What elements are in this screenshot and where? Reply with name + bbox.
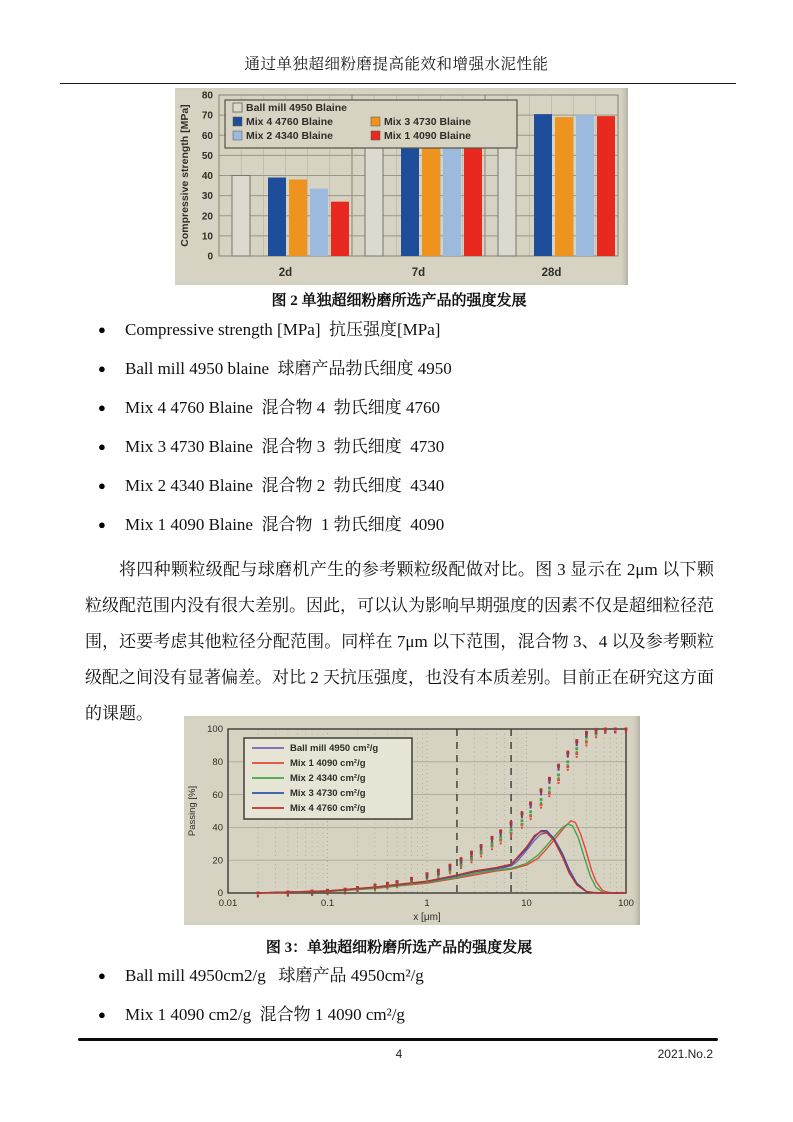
svg-text:60: 60 [212, 789, 223, 801]
figure-3-line-chart [184, 716, 640, 925]
svg-text:2d: 2d [278, 267, 293, 279]
svg-text:40: 40 [212, 822, 223, 834]
svg-text:1: 1 [424, 898, 430, 909]
svg-text:Mix 4 4760 Blaine: Mix 4 4760 Blaine [246, 116, 333, 128]
svg-text:Mix 3 4730 cm²/g: Mix 3 4730 cm²/g [290, 788, 366, 799]
figure-2-bar-chart [175, 88, 628, 285]
figure-2-caption: 图 2 单独超细粉磨所选产品的强度发展 [271, 293, 527, 309]
page-header-title: 通过单独超细粉磨提高能效和增强水泥性能 [244, 56, 549, 73]
header-rule [60, 83, 736, 84]
svg-text:30: 30 [201, 191, 213, 203]
svg-text:10: 10 [201, 231, 213, 243]
footer-issue-label: 2021.No.2 [657, 1047, 713, 1061]
body-paragraph: 将四种颗粒级配与球磨机产生的参考颗粒级配做对比。图 3 显示在 2μm 以下颗粒级配范围内没有很大差别。因此，可以认为影响早期强度的因素不仅是超细粒径范围，还要考虑其他粒径分配范围。同样在 7μm 以下范围，混合物 3、4 以及参考颗粒级配之间没有显著偏差。对比 2 天抗压强度，也没有本质差别。目前正在研究这方面的课题。 [85, 560, 714, 723]
svg-text:0: 0 [207, 251, 213, 263]
bar-chart-svg [175, 88, 628, 285]
list-item: ● Mix 1 4090 cm2/g 混合物 1 4090 cm²/g [98, 995, 698, 1034]
svg-text:Passing [%]: Passing [%] [187, 785, 198, 837]
svg-text:60: 60 [201, 130, 213, 142]
svg-text:20: 20 [212, 855, 223, 867]
footer-rule [78, 1038, 718, 1041]
svg-text:Ball mill 4950 Blaine: Ball mill 4950 Blaine [246, 102, 347, 114]
svg-text:28d: 28d [541, 267, 562, 279]
svg-text:40: 40 [201, 171, 213, 182]
svg-text:Compressive strength [MPa]: Compressive strength [MPa] [179, 104, 191, 247]
list-item: ● Mix 2 4340 Blaine 混合物 2 勃氏细度 4340 [98, 466, 698, 505]
svg-text:70: 70 [201, 110, 213, 122]
svg-text:Mix 3 4730 Blaine: Mix 3 4730 Blaine [384, 116, 471, 128]
svg-text:Mix 2 4340 Blaine: Mix 2 4340 Blaine [246, 130, 333, 142]
footer-page-number: 4 [395, 1047, 403, 1061]
svg-text:Mix 4 4760 cm²/g: Mix 4 4760 cm²/g [290, 803, 366, 814]
svg-text:Mix 2 4340 cm²/g: Mix 2 4340 cm²/g [290, 773, 366, 784]
svg-text:50: 50 [201, 150, 213, 162]
svg-text:100: 100 [618, 898, 634, 909]
svg-text:80: 80 [212, 757, 223, 768]
svg-text:7d: 7d [411, 267, 426, 279]
svg-text:Mix 1 4090 cm²/g: Mix 1 4090 cm²/g [290, 758, 366, 769]
svg-text:Mix 1 4090 Blaine: Mix 1 4090 Blaine [384, 130, 471, 142]
line-chart-svg [184, 716, 640, 925]
svg-text:Ball mill 4950 cm²/g: Ball mill 4950 cm²/g [290, 743, 379, 754]
svg-text:80: 80 [201, 90, 213, 102]
svg-text:0.1: 0.1 [320, 898, 335, 909]
svg-text:0.01: 0.01 [218, 898, 238, 909]
list-item: ● Compressive strength [MPa] 抗压强度[MPa] [98, 310, 698, 349]
svg-text:10: 10 [521, 898, 532, 909]
figure-3-caption: 图 3：单独超细粉磨所选产品的强度发展 [265, 940, 533, 956]
list-item: ● Mix 3 4730 Blaine 混合物 3 勃氏细度 4730 [98, 427, 698, 466]
list-item: ● Ball mill 4950cm2/g 球磨产品 4950cm²/g [98, 956, 698, 995]
list-item: ● Mix 4 4760 Blaine 混合物 4 勃氏细度 4760 [98, 388, 698, 427]
list-item: ● Ball mill 4950 blaine 球磨产品勃氏细度 4950 [98, 349, 698, 388]
svg-text:0: 0 [217, 888, 223, 900]
svg-text:x [μm]: x [μm] [413, 912, 441, 923]
legend-translation-list [98, 310, 698, 544]
legend-translation-list-2 [98, 956, 698, 1034]
list-item: ● Mix 1 4090 Blaine 混合物 1 勃氏细度 4090 [98, 505, 698, 544]
svg-text:100: 100 [207, 724, 223, 736]
svg-text:20: 20 [201, 211, 213, 223]
